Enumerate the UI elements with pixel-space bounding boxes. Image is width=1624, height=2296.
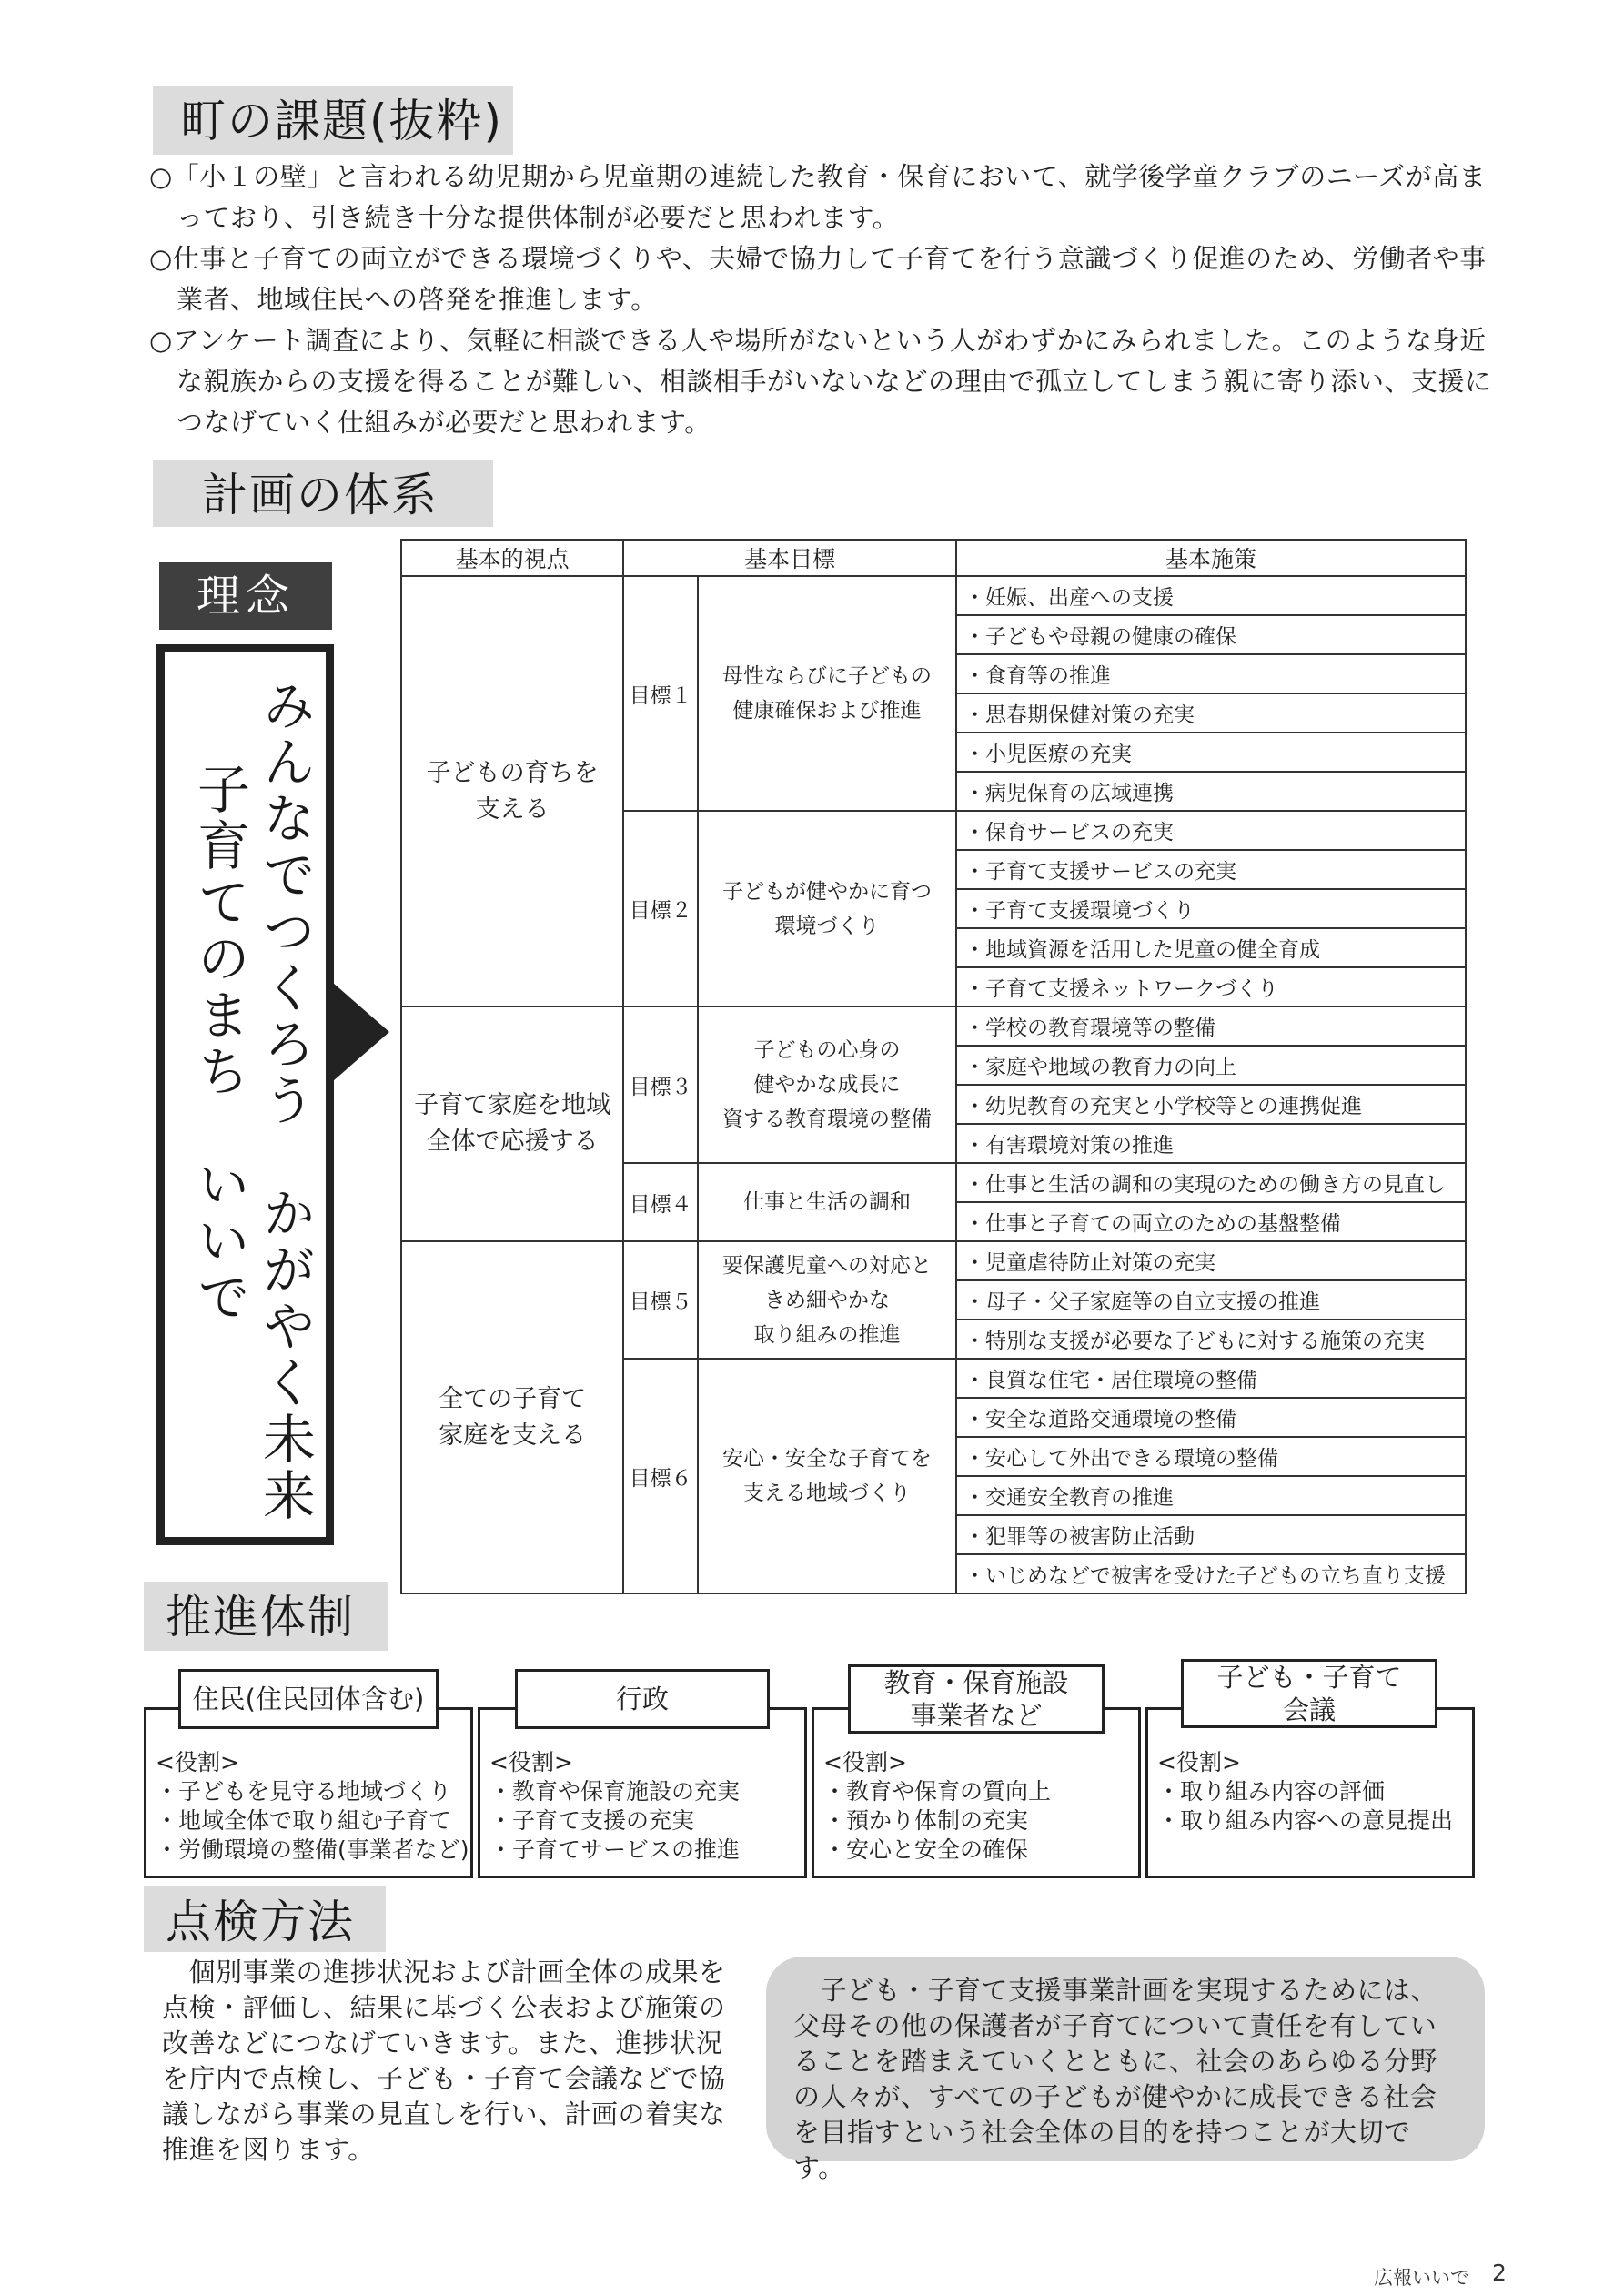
policy-cell: ・学校の教育環境等の整備 — [956, 1006, 1466, 1046]
policy-cell: ・仕事と子育ての両立のための基盤整備 — [956, 1202, 1466, 1241]
goal-id: 目標１ — [623, 576, 698, 811]
policy-cell: ・母子・父子家庭等の自立支援の推進 — [956, 1280, 1466, 1320]
goal-id: 目標３ — [623, 1006, 698, 1163]
issue-item: ○「小１の壁」と言われる幼児期から児童期の連続した教育・保育において、就学後学童クラブのニーズが高まっており、引き続き十分な提供体制が必要だと思われます。 — [149, 161, 1487, 233]
issue-item: ○アンケート調査により、気軽に相談できる人や場所がないという人がわずかにみられました。このような身近な親族からの支援を得ることが難しい、相談相手がいないなどの理由で孤立してしまう親に寄り添い、支援につなげていく仕組みが必要だと思われます。 — [149, 325, 1492, 438]
rinen-label: 理念 — [159, 562, 332, 630]
policy-cell: ・幼児教育の充実と小学校等との連携促進 — [956, 1085, 1466, 1124]
policy-cell: ・小児医療の充実 — [956, 733, 1466, 772]
policy-cell: ・妊娠、出産への支援 — [956, 576, 1466, 615]
callout-box: 子ども・子育て支援事業計画を実現するためには、父母その他の保護者が子育てについて責任を有していることを踏まえていくとともに、社会のあらゆる分野の人々が、すべての子どもが健やかに成長できる社会を目指すという社会全体の目的を持つことが大切です。 — [766, 1957, 1485, 2161]
goal-id: 目標２ — [623, 811, 698, 1006]
plan-table — [400, 539, 1467, 1594]
role-item: ・取り組み内容の評価 — [1157, 1778, 1386, 1805]
policy-cell: ・食育等の推進 — [956, 654, 1466, 693]
role-item: ・地域全体で取り組む子育て — [156, 1807, 452, 1834]
role-item: ・預かり体制の充実 — [823, 1807, 1029, 1834]
policy-cell: ・犯罪等の被害防止活動 — [956, 1515, 1466, 1554]
policy-cell: ・思春期保健対策の充実 — [956, 693, 1466, 733]
policy-cell: ・子どもや母親の健康の確保 — [956, 615, 1466, 654]
role-item: ・取り組み内容への意見提出 — [1157, 1807, 1454, 1834]
goal-name: 仕事と生活の調和 — [698, 1163, 956, 1241]
plan-heading: 計画の体系 — [153, 460, 493, 527]
policy-cell: ・病児保育の広域連携 — [956, 772, 1466, 811]
policy-cell: ・地域資源を活用した児童の健全育成 — [956, 928, 1466, 967]
role-item: ・子どもを見守る地域づくり — [156, 1778, 452, 1805]
policy-cell: ・児童虐待防止対策の充実 — [956, 1241, 1466, 1280]
policy-cell: ・良質な住宅・居住環境の整備 — [956, 1359, 1466, 1398]
policy-cell: ・子育て支援サービスの充実 — [956, 850, 1466, 889]
role-label: <役割> — [156, 1749, 239, 1775]
role-item: ・安心と安全の確保 — [823, 1836, 1029, 1863]
view-cell: 子どもの育ちを 支える — [401, 576, 623, 1006]
goal-id: 目標６ — [623, 1359, 698, 1593]
goal-id: 目標４ — [623, 1163, 698, 1241]
policy-cell: ・子育て支援ネットワークづくり — [956, 967, 1466, 1006]
actor-box-government — [478, 1707, 807, 1878]
role-label: <役割> — [823, 1749, 907, 1775]
issues-heading: 町の課題(抜粋) — [153, 86, 513, 155]
actor-name-facilities: 教育・保育施設 事業者など — [848, 1664, 1105, 1734]
goal-name: 安心・安全な子育てを 支える地域づくり — [698, 1359, 956, 1593]
role-item: ・子育てサービスの推進 — [489, 1836, 741, 1863]
policy-cell: ・保育サービスの充実 — [956, 811, 1466, 850]
rinen-line-1: みんなでつくろう かがやく未来 — [254, 678, 316, 1524]
arrow-icon — [333, 983, 389, 1081]
header-goal: 基本目標 — [623, 540, 956, 576]
rinen-box — [156, 644, 334, 1545]
goal-name: 母性ならびに子どもの 健康確保および推進 — [698, 576, 956, 811]
role-item: ・子育て支援の充実 — [489, 1807, 695, 1834]
actor-name-government: 行政 — [515, 1669, 770, 1729]
goal-name: 子どもの心身の 健やかな成長に 資する教育環境の整備 — [698, 1006, 956, 1163]
view-cell: 全ての子育て 家庭を支える — [401, 1241, 623, 1593]
policy-cell: ・家庭や地域の教育力の向上 — [956, 1046, 1466, 1085]
role-item: ・教育や保育施設の充実 — [489, 1778, 741, 1805]
policy-cell: ・いじめなどで被害を受けた子どもの立ち直り支援 — [956, 1554, 1466, 1593]
actor-box-residents — [144, 1707, 473, 1878]
policy-cell: ・有害環境対策の推進 — [956, 1124, 1466, 1163]
goal-id: 目標５ — [623, 1241, 698, 1359]
role-item: ・労働環境の整備(事業者など) — [156, 1836, 469, 1863]
actor-name-residents: 住民(住民団体含む) — [178, 1669, 439, 1729]
check-heading: 点検方法 — [144, 1886, 386, 1952]
policy-cell: ・安心して外出できる環境の整備 — [956, 1437, 1466, 1476]
policy-cell: ・安全な道路交通環境の整備 — [956, 1398, 1466, 1437]
header-policy: 基本施策 — [956, 540, 1466, 576]
check-paragraph: 個別事業の進捗状況および計画全体の成果を点検・評価し、結果に基づく公表および施策の改善などにつなげていきます。また、進捗状況を庁内で点検し、子ども・子育て会議などで協議しながら事業の見直しを行い、計画の着実な推進を図ります。 — [162, 1957, 726, 2165]
policy-cell: ・仕事と生活の調和の実現のための働き方の見直し — [956, 1163, 1466, 1202]
policy-cell: ・特別な支援が必要な子どもに対する施策の充実 — [956, 1320, 1466, 1359]
view-cell: 子育て家庭を地域 全体で応援する — [401, 1006, 623, 1241]
actor-box-council — [1145, 1707, 1475, 1878]
policy-cell: ・子育て支援環境づくり — [956, 889, 1466, 928]
role-label: <役割> — [489, 1749, 573, 1775]
rinen-line-2: 子育てのまち いいで — [188, 762, 250, 1326]
issue-item: ○仕事と子育ての両立ができる環境づくりや、夫婦で協力して子育てを行う意識づくり促進のため、労働者や事業者、地域住民への啓発を推進します。 — [149, 243, 1487, 315]
issues-list — [149, 157, 1505, 443]
goal-name: 子どもが健やかに育つ 環境づくり — [698, 811, 956, 1006]
footer-page-number: 2 — [1492, 2260, 1507, 2286]
actor-name-council: 子ども・子育て 会議 — [1181, 1659, 1437, 1728]
role-item: ・教育や保育の質向上 — [823, 1778, 1052, 1805]
policy-cell: ・交通安全教育の推進 — [956, 1476, 1466, 1515]
footer-publication: 広報いいで — [1374, 2267, 1469, 2289]
goal-name: 要保護児童への対応と きめ細やかな 取り組みの推進 — [698, 1241, 956, 1359]
role-label: <役割> — [1157, 1749, 1241, 1775]
system-heading: 推進体制 — [144, 1582, 388, 1651]
header-view: 基本的視点 — [401, 540, 623, 576]
